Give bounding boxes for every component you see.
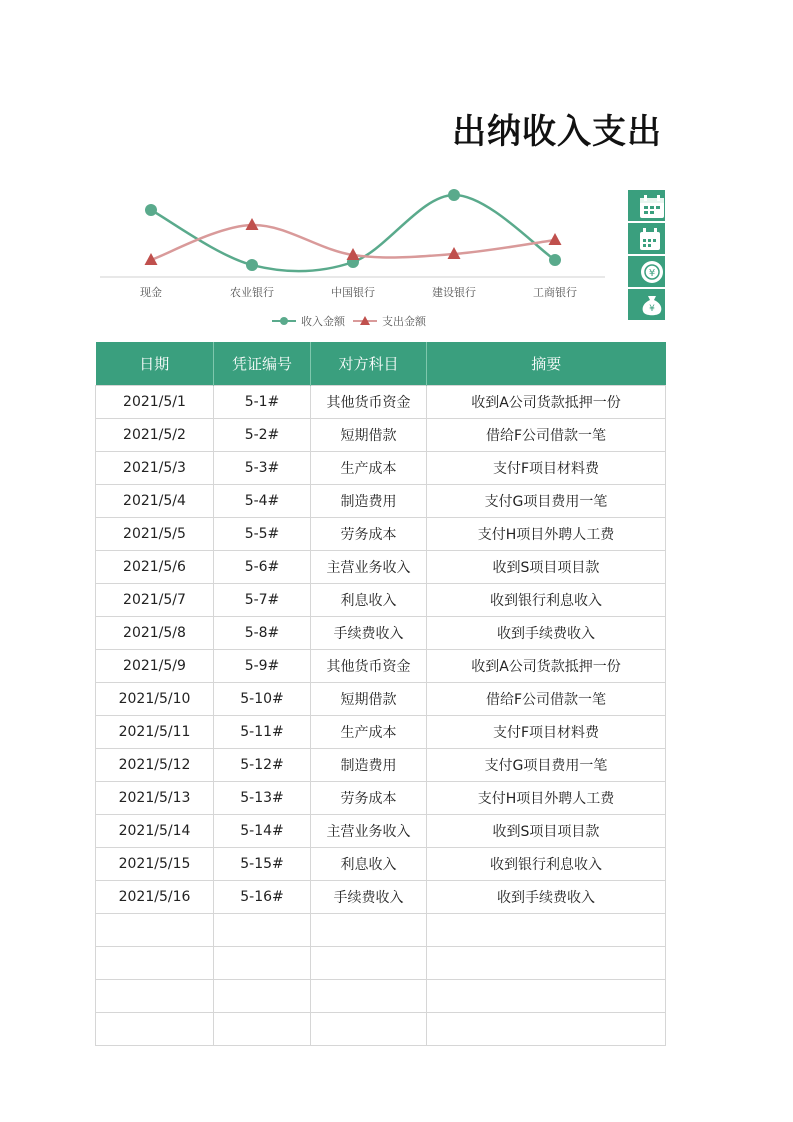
income-expense-chart [95, 175, 615, 335]
cell-voucher-no: 5-3# [214, 452, 311, 485]
cell-date: 2021/5/1 [96, 386, 214, 419]
cell-date: 2021/5/13 [96, 782, 214, 815]
table-row [96, 551, 666, 584]
table-row [96, 1013, 666, 1046]
icon-column [628, 190, 665, 322]
data-point-income [448, 189, 460, 201]
cell-voucher-no: 5-12# [214, 749, 311, 782]
cell-summary: 借给F公司借款一笔 [427, 683, 666, 716]
cell-voucher-no: 5-8# [214, 617, 311, 650]
cell-voucher-no: 5-7# [214, 584, 311, 617]
cell-counter-account [311, 1013, 427, 1046]
cell-summary: 支付H项目外聘人工费 [427, 782, 666, 815]
cell-date: 2021/5/10 [96, 683, 214, 716]
cell-counter-account: 手续费收入 [311, 617, 427, 650]
table-row [96, 782, 666, 815]
cell-voucher-no: 5-16# [214, 881, 311, 914]
cell-date: 2021/5/15 [96, 848, 214, 881]
cell-voucher-no: 5-9# [214, 650, 311, 683]
cell-summary: 支付F项目材料费 [427, 452, 666, 485]
cell-voucher-no [214, 1013, 311, 1046]
cell-summary: 收到S项目项目款 [427, 815, 666, 848]
cell-date: 2021/5/3 [96, 452, 214, 485]
cell-date: 2021/5/8 [96, 617, 214, 650]
cell-counter-account: 生产成本 [311, 716, 427, 749]
legend-label-expense: 支出金额 [382, 315, 426, 328]
table-row [96, 518, 666, 551]
svg-text:¥: ¥ [648, 268, 656, 279]
cell-counter-account: 生产成本 [311, 452, 427, 485]
cell-voucher-no [214, 980, 311, 1013]
cell-date: 2021/5/7 [96, 584, 214, 617]
cell-summary: 收到S项目项目款 [427, 551, 666, 584]
cell-summary: 收到银行利息收入 [427, 584, 666, 617]
cell-summary [427, 947, 666, 980]
money-bag-icon [628, 289, 665, 320]
cell-counter-account: 主营业务收入 [311, 551, 427, 584]
x-tick-label: 工商银行 [533, 286, 577, 299]
col-header-counter-account: 对方科目 [311, 342, 427, 386]
calendar-icon [628, 190, 665, 221]
data-point-expense [549, 233, 562, 245]
cell-counter-account: 制造费用 [311, 749, 427, 782]
x-tick-label: 中国银行 [331, 286, 375, 299]
cell-counter-account: 劳务成本 [311, 518, 427, 551]
cell-counter-account: 其他货币资金 [311, 386, 427, 419]
cell-date [96, 980, 214, 1013]
cell-voucher-no: 5-14# [214, 815, 311, 848]
cell-counter-account: 制造费用 [311, 485, 427, 518]
cell-date [96, 914, 214, 947]
cell-date: 2021/5/12 [96, 749, 214, 782]
svg-text:¥: ¥ [649, 304, 655, 314]
cell-summary: 支付H项目外聘人工费 [427, 518, 666, 551]
page-title: 出纳收入支出 [452, 112, 662, 152]
yen-coin-icon [628, 256, 665, 287]
table-header-row [96, 342, 666, 386]
cell-voucher-no: 5-2# [214, 419, 311, 452]
table-row [96, 650, 666, 683]
cell-voucher-no [214, 947, 311, 980]
cell-counter-account: 利息收入 [311, 848, 427, 881]
cell-summary: 支付G项目费用一笔 [427, 485, 666, 518]
cell-voucher-no: 5-13# [214, 782, 311, 815]
table-row [96, 881, 666, 914]
cell-summary: 借给F公司借款一笔 [427, 419, 666, 452]
col-header-voucher-no: 凭证编号 [214, 342, 311, 386]
cell-summary [427, 914, 666, 947]
cell-summary: 收到手续费收入 [427, 881, 666, 914]
table-row [96, 386, 666, 419]
cell-voucher-no: 5-15# [214, 848, 311, 881]
cell-voucher-no: 5-5# [214, 518, 311, 551]
table-row [96, 914, 666, 947]
cell-voucher-no: 5-10# [214, 683, 311, 716]
cell-summary: 收到银行利息收入 [427, 848, 666, 881]
cell-date: 2021/5/4 [96, 485, 214, 518]
x-tick-label: 现金 [140, 286, 162, 299]
col-header-date: 日期 [96, 342, 214, 386]
table-row [96, 683, 666, 716]
table-row [96, 815, 666, 848]
col-header-summary: 摘要 [427, 342, 666, 386]
cell-counter-account: 手续费收入 [311, 881, 427, 914]
cell-date: 2021/5/2 [96, 419, 214, 452]
cell-counter-account: 短期借款 [311, 419, 427, 452]
table-row [96, 452, 666, 485]
table-row [96, 848, 666, 881]
table-row [96, 980, 666, 1013]
cell-voucher-no: 5-6# [214, 551, 311, 584]
ledger-table [95, 342, 666, 1046]
cell-counter-account: 利息收入 [311, 584, 427, 617]
cell-voucher-no [214, 914, 311, 947]
chart-legend [272, 314, 427, 328]
cell-summary [427, 1013, 666, 1046]
cell-summary: 收到A公司货款抵押一份 [427, 650, 666, 683]
cell-counter-account: 短期借款 [311, 683, 427, 716]
table-row [96, 716, 666, 749]
table-row [96, 947, 666, 980]
legend-marker-income [280, 317, 288, 325]
table-row [96, 584, 666, 617]
data-point-income [246, 259, 258, 271]
cell-date [96, 1013, 214, 1046]
cell-date: 2021/5/16 [96, 881, 214, 914]
cell-counter-account [311, 980, 427, 1013]
cell-counter-account [311, 947, 427, 980]
x-tick-label: 建设银行 [432, 286, 476, 299]
calendar-grid-icon [628, 223, 665, 254]
cell-date: 2021/5/5 [96, 518, 214, 551]
cell-date: 2021/5/6 [96, 551, 214, 584]
cell-summary: 支付F项目材料费 [427, 716, 666, 749]
cell-summary [427, 980, 666, 1013]
cell-summary: 收到手续费收入 [427, 617, 666, 650]
table-row [96, 617, 666, 650]
cell-date: 2021/5/14 [96, 815, 214, 848]
cell-voucher-no: 5-1# [214, 386, 311, 419]
cell-counter-account: 其他货币资金 [311, 650, 427, 683]
data-point-income [549, 254, 561, 266]
legend-label-income: 收入金额 [301, 315, 345, 328]
cell-date: 2021/5/11 [96, 716, 214, 749]
table-row [96, 419, 666, 452]
x-tick-label: 农业银行 [230, 286, 274, 299]
cell-date: 2021/5/9 [96, 650, 214, 683]
cell-summary: 支付G项目费用一笔 [427, 749, 666, 782]
data-point-income [145, 204, 157, 216]
cell-counter-account: 劳务成本 [311, 782, 427, 815]
cell-voucher-no: 5-4# [214, 485, 311, 518]
cell-counter-account: 主营业务收入 [311, 815, 427, 848]
table-row [96, 749, 666, 782]
table-row [96, 485, 666, 518]
cell-voucher-no: 5-11# [214, 716, 311, 749]
cell-date [96, 947, 214, 980]
cell-summary: 收到A公司货款抵押一份 [427, 386, 666, 419]
cell-counter-account [311, 914, 427, 947]
